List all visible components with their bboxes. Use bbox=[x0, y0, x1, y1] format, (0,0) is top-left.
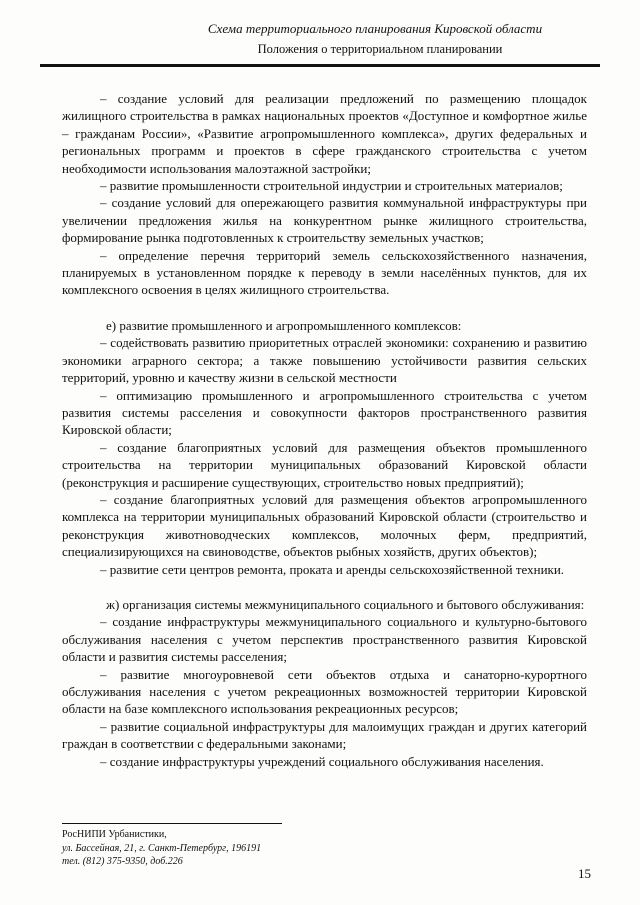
paragraph: – создание условий для опережающего развития коммунальной инфраструктуры при увеличении предложения жилья на конкурентном рынке жилищного строительства, формирование рынка подготовленных к строительству земельных участков; bbox=[62, 195, 587, 246]
paragraph: е) развитие промышленного и агропромышленного комплексов: bbox=[106, 317, 462, 333]
document-title: Схема территориального планирования Кировской области bbox=[207, 21, 543, 36]
paragraph: – создание инфраструктуры учреждений социального обслуживания населения. bbox=[100, 753, 544, 769]
page-number: 15 bbox=[578, 866, 591, 881]
paragraph: – содействовать развитию приоритетных отраслей экономики: сохранению и развитию экономики аграрного сектора; а также повышению устойчивости развития сельских территорий, уровню и качеству жизни в сельской местности bbox=[62, 335, 587, 386]
paragraph: – оптимизацию промышленного и агропромышленного строительства с учетом развития системы расселения и совокупности факторов пространственного развития Кировской области; bbox=[62, 387, 587, 438]
paragraph: – создание благоприятных условий для размещения объектов промышленного строительства на территории муниципальных образований Кировской области (реконструкция и расширение существующих, строительство новых предприятий); bbox=[62, 439, 587, 490]
paragraph: – развитие социальной инфраструктуры для малоимущих граждан и других категорий граждан в соответствии с федеральными законами; bbox=[62, 718, 587, 752]
paragraph: – развитие промышленности строительной индустрии и строительных материалов; bbox=[100, 178, 563, 194]
footer-rule bbox=[62, 823, 282, 824]
footer-address: ул. Бассейная, 21, г. Санкт-Петербург, 196191 bbox=[62, 842, 262, 854]
paragraph: ж) организация системы межмуниципального социального и бытового обслуживания: bbox=[106, 596, 585, 612]
body-text bbox=[62, 90, 587, 770]
paragraph: – создание условий для реализации предложений по размещению площадок жилищного строительства в рамках национальных проектов «Доступное и комфортное жилье – гражданам России», «Развитие агропромышленного комплекса», других федеральных и региональных программ и проектов в сфере гражданского строительства с учетом необходимости использования малоэтажной застройки; bbox=[62, 91, 587, 176]
footer bbox=[62, 828, 362, 869]
paragraph: – создание благоприятных условий для размещения объектов агропромышленного комплекса на территории муниципальных образований Кировской области (строительство и реконструкция животноводческих комплексов, молочных ферм, предприятий, специализирующихся на свиноводстве, объектов рыбных хозяйств, других объектов); bbox=[62, 491, 587, 560]
header-rule bbox=[40, 64, 600, 67]
footer-phone: тел. (812) 375-9350, доб.226 bbox=[62, 856, 183, 867]
document-subtitle: Положения о территориальном планировании bbox=[257, 42, 503, 56]
paragraph: – развитие многоуровневой сети объектов отдыха и санаторно-курортного обслуживания населения с учетом рекреационных возможностей территории Кировской области на базе комплексного использования рекреационных ресурсов; bbox=[62, 666, 587, 717]
paragraph: – создание инфраструктуры межмуниципального социального и культурно-бытового обслуживания населения с учетом перспектив пространственного развития Кировской области и развития системы расселения; bbox=[62, 614, 587, 665]
paragraph: – определение перечня территорий земель сельскохозяйственного назначения, планируемых в установленном порядке к переводу в земли населённых пунктов, для их комплексного освоения в целях жилищного строительства. bbox=[62, 247, 587, 298]
footer-org: РосНИПИ Урбанистики, bbox=[62, 829, 167, 840]
page-header bbox=[40, 20, 600, 58]
paragraph: – развитие сети центров ремонта, проката и аренды сельскохозяйственной техники. bbox=[100, 561, 565, 577]
